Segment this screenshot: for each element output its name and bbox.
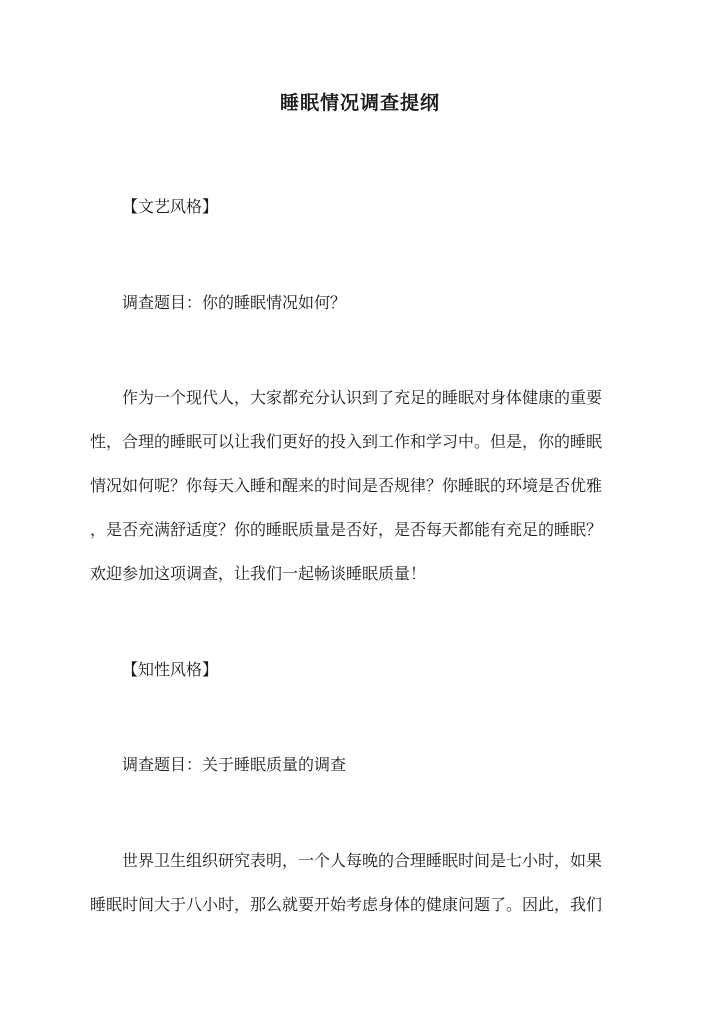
paragraph-1-line-5: 欢迎参加这项调查，让我们一起畅谈睡眠质量！ <box>90 564 427 583</box>
section-heading-intellectual: 【知性风格】 <box>122 660 219 679</box>
paragraph-1-line-4: ，是否充满舒适度？你的睡眠质量是否好，是否每天都能有充足的睡眠？ <box>90 520 603 539</box>
paragraph-2-line-2: 睡眠时间大于八小时，那么就要开始考虑身体的健康问题了。因此，我们 <box>90 895 603 914</box>
section-heading-literary: 【文艺风格】 <box>122 197 219 216</box>
survey-question-2: 调查题目：关于睡眠质量的调查 <box>122 755 347 774</box>
document-title: 睡眠情况调查提纲 <box>279 92 440 114</box>
paragraph-1-line-2: 性，合理的睡眠可以让我们更好的投入到工作和学习中。但是，你的睡眠 <box>90 432 603 451</box>
paragraph-1-line-1: 作为一个现代人，大家都充分认识到了充足的睡眠对身体健康的重要 <box>122 388 603 407</box>
paragraph-2-line-1: 世界卫生组织研究表明，一个人每晚的合理睡眠时间是七小时，如果 <box>122 851 603 870</box>
survey-question-1: 调查题目：你的睡眠情况如何？ <box>122 293 347 312</box>
paragraph-1-line-3: 情况如何呢？你每天入睡和醒来的时间是否规律？你睡眠的环境是否优雅 <box>90 476 603 495</box>
